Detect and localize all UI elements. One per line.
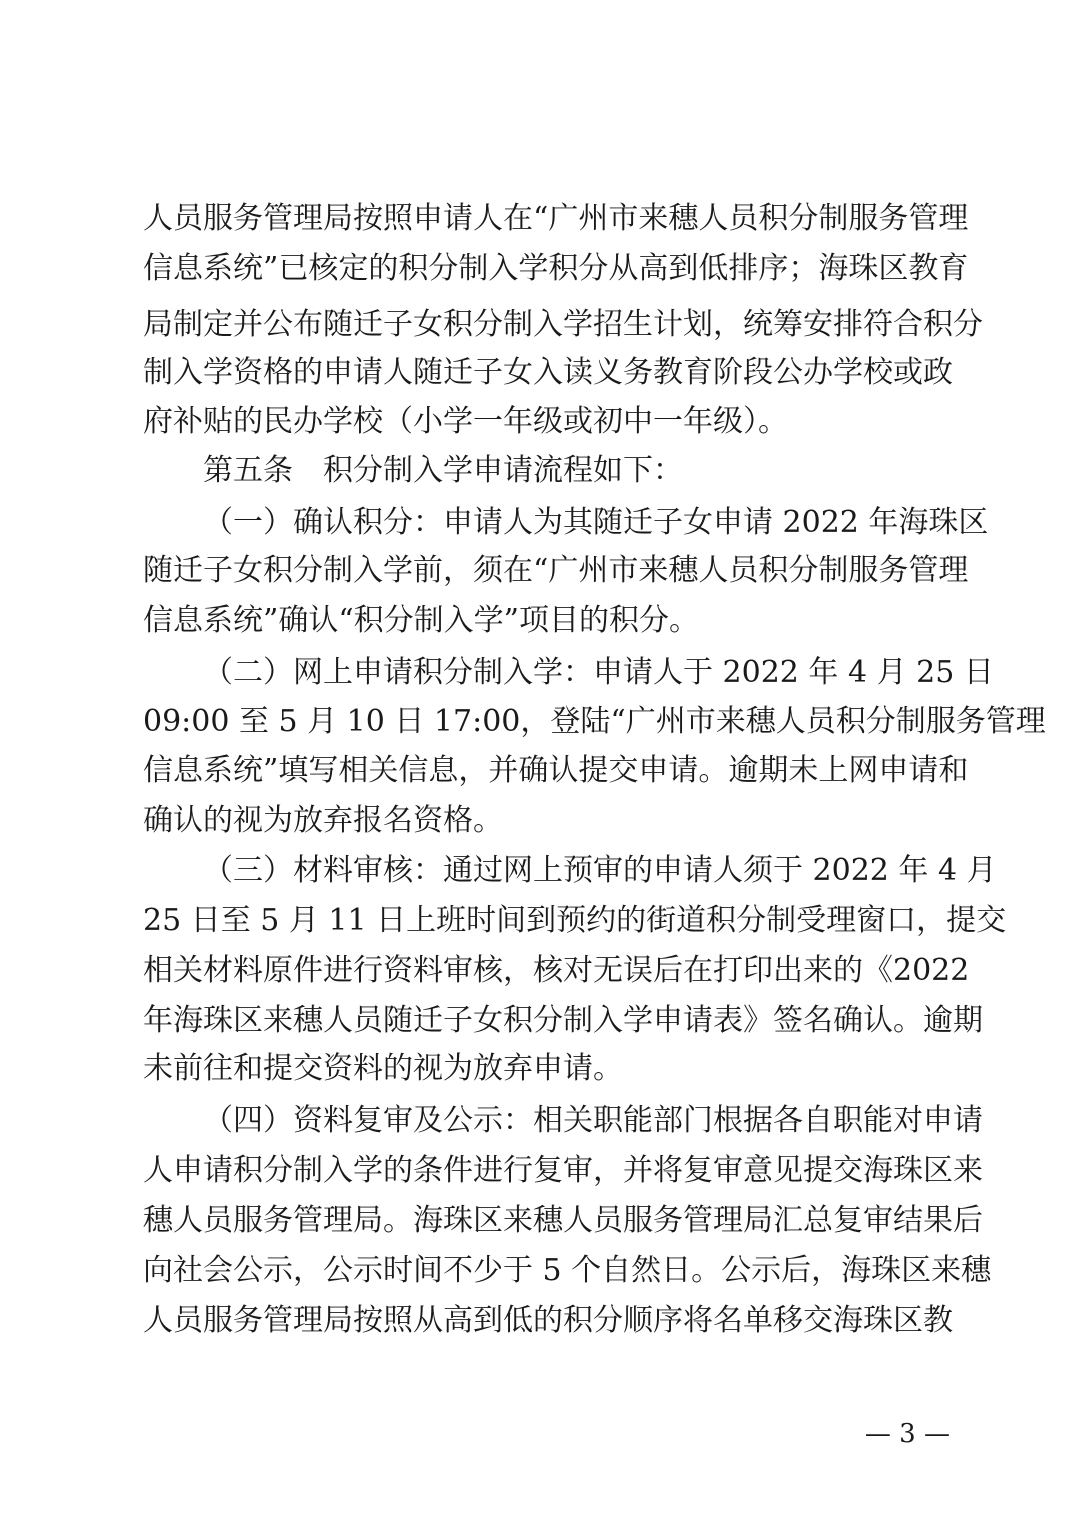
- text-line: 相关材料原件进行资料审核，核对无误后在打印出来的《2022: [143, 953, 970, 988]
- text-line: （二）网上申请积分制入学：申请人于 2022 年 4 月 25 日: [203, 655, 994, 690]
- text-line: （三）材料审核：通过网上预审的申请人须于 2022 年 4 月: [203, 853, 997, 888]
- text-line: 制入学资格的申请人随迁子女入读义务教育阶段公办学校或政: [143, 355, 953, 390]
- text-line: 局制定并公布随迁子女积分制入学招生计划，统筹安排符合积分: [143, 307, 983, 342]
- text-line: （一）确认积分：申请人为其随迁子女申请 2022 年海珠区: [203, 505, 989, 540]
- text-line: （四）资料复审及公示：相关职能部门根据各自职能对申请: [203, 1103, 983, 1138]
- text-line: 年海珠区来穗人员随迁子女积分制入学申请表》签名确认。逾期: [143, 1003, 983, 1038]
- text-line: 人员服务管理局按照申请人在“广州市来穗人员积分制服务管理: [143, 201, 969, 236]
- text-line: 人申请积分制入学的条件进行复审，并将复审意见提交海珠区来: [143, 1153, 983, 1188]
- text-line: 信息系统”已核定的积分制入学积分从高到低排序；海珠区教育: [143, 251, 969, 286]
- text-line: 人员服务管理局按照从高到低的积分顺序将名单移交海珠区教: [143, 1303, 953, 1338]
- text-line: 25 日至 5 月 11 日上班时间到预约的街道积分制受理窗口，提交: [143, 903, 1007, 938]
- text-line: 确认的视为放弃报名资格。: [143, 803, 503, 838]
- text-line: 向社会公示，公示时间不少于 5 个自然日。公示后，海珠区来穗: [143, 1253, 992, 1288]
- article-heading: 第五条 积分制入学申请流程如下：: [203, 453, 683, 488]
- text-line: 未前往和提交资料的视为放弃申请。: [143, 1051, 623, 1086]
- text-line: 穗人员服务管理局。海珠区来穗人员服务管理局汇总复审结果后: [143, 1203, 983, 1238]
- text-line: 09:00 至 5 月 10 日 17:00，登陆“广州市来穗人员积分制服务管理: [143, 704, 1046, 739]
- text-line: 府补贴的民办学校（小学一年级或初中一年级）。: [143, 404, 788, 439]
- text-line: 信息系统”填写相关信息，并确认提交申请。逾期未上网申请和: [143, 753, 969, 788]
- text-line: 随迁子女积分制入学前，须在“广州市来穗人员积分制服务管理: [143, 553, 969, 588]
- page-number: — 3 —: [864, 1419, 950, 1449]
- text-line: 信息系统”确认“积分制入学”项目的积分。: [143, 603, 700, 638]
